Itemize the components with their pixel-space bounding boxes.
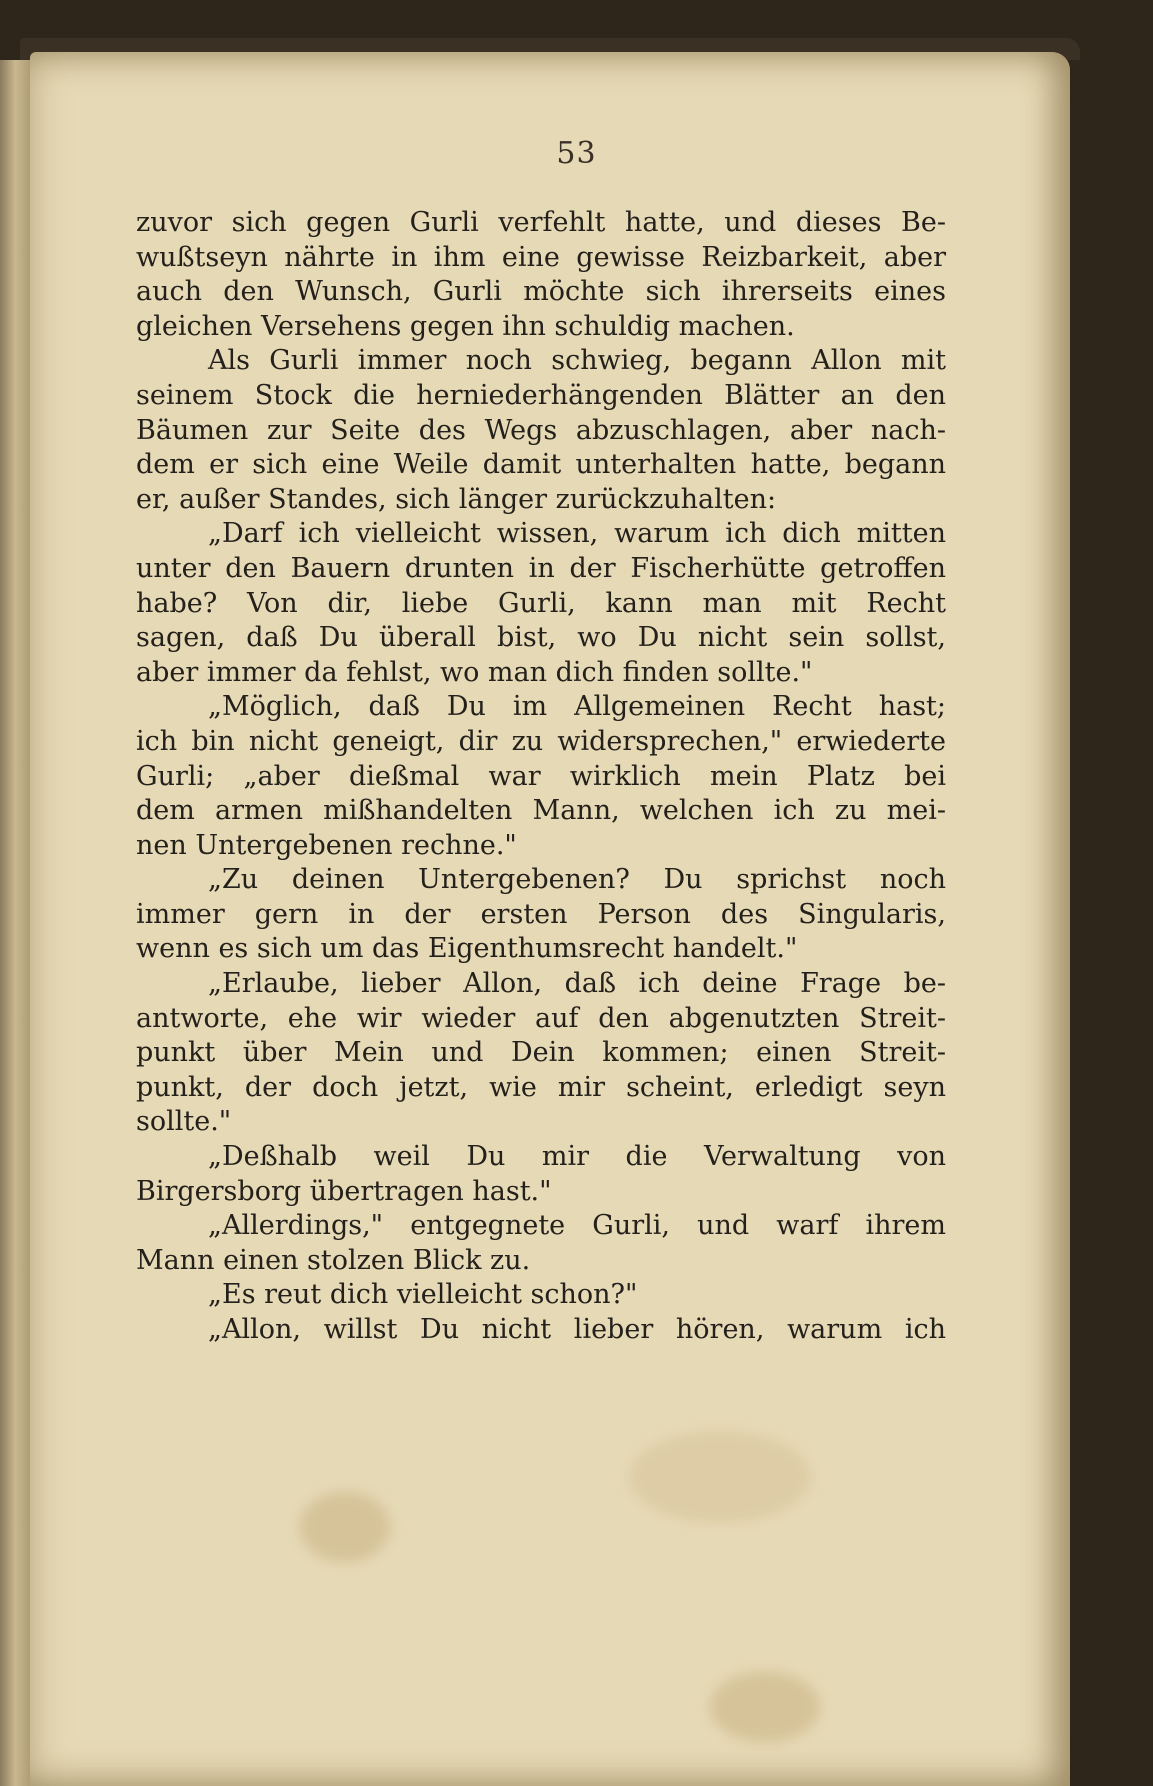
text-line: immer gern in der ersten Person des Singularis,	[136, 898, 946, 930]
previous-page-edge	[0, 60, 34, 1786]
text-line: „Es reut dich vielleicht schon?"	[208, 1279, 638, 1311]
text-line: Mann einen stolzen Blick zu.	[136, 1244, 531, 1276]
text-line: „Möglich, daß Du im Allgemeinen Recht hast;	[208, 691, 946, 723]
text-line: gleichen Versehens gegen ihn schuldig machen.	[136, 310, 795, 342]
text-line: auch den Wunsch, Gurli möchte sich ihrerseits eines	[136, 276, 946, 308]
text-line: seinem Stock die herniederhängenden Blätter an den	[136, 379, 946, 411]
text-line: er, außer Standes, sich länger zurückzuhalten:	[136, 483, 777, 515]
text-line: wußtseyn nährte in ihm eine gewisse Reizbarkeit, aber	[136, 241, 946, 273]
paper-stain	[300, 1492, 390, 1562]
text-line: sagen, daß Du überall bist, wo Du nicht sein sollst,	[136, 622, 946, 654]
text-line: punkt, der doch jetzt, wie mir scheint, erledigt seyn	[136, 1071, 946, 1103]
text-line: Bäumen zur Seite des Wegs abzuschlagen, aber nach-	[136, 414, 946, 446]
text-line: „Allon, willst Du nicht lieber hören, warum ich	[208, 1314, 946, 1345]
text-line: Birgersborg übertragen hast."	[136, 1175, 552, 1207]
text-line: nen Untergebenen rechne."	[136, 829, 517, 861]
text-line: aber immer da fehlst, wo man dich finden sollte."	[136, 656, 813, 688]
paper-stain	[630, 1432, 810, 1522]
text-line: „Zu deinen Untergebenen? Du sprichst noch	[208, 864, 946, 896]
text-line: „Darf ich vielleicht wissen, warum ich dich mitten	[208, 518, 946, 550]
text-line: „Deßhalb weil Du mir die Verwaltung von	[208, 1141, 946, 1173]
text-line: sollte."	[136, 1106, 232, 1138]
text-line: ich bin nicht geneigt, dir zu widersprechen," erwiederte	[136, 725, 946, 757]
text-line: „Allerdings," entgegnete Gurli, und warf ihrem	[208, 1210, 946, 1242]
text-line: Als Gurli immer noch schwieg, begann Allon mit	[208, 345, 946, 377]
text-line: unter den Bauern drunten in der Fischerhütte getroffen	[136, 552, 946, 584]
text-line: wenn es sich um das Eigenthumsrecht handelt."	[136, 933, 798, 965]
text-line: dem armen mißhandelten Mann, welchen ich zu mei-	[136, 795, 946, 827]
text-line: zuvor sich gegen Gurli verfehlt hatte, und dieses Be-	[136, 207, 946, 238]
page-number: 53	[556, 136, 597, 171]
body-text	[136, 206, 946, 1348]
text-line: dem er sich eine Weile damit unterhalten hatte, begann	[136, 449, 946, 481]
paper-stain	[710, 1672, 820, 1742]
text-line: Gurli; „aber dießmal war wirklich mein Platz bei	[136, 760, 946, 792]
text-line: antworte, ehe wir wieder auf den abgenutzten Streit-	[136, 1002, 946, 1034]
text-line: habe? Von dir, liebe Gurli, kann man mit Recht	[136, 587, 946, 619]
text-line: punkt über Mein und Dein kommen; einen Streit-	[136, 1037, 946, 1069]
text-line: „Erlaube, lieber Allon, daß ich deine Frage be-	[208, 968, 946, 1000]
